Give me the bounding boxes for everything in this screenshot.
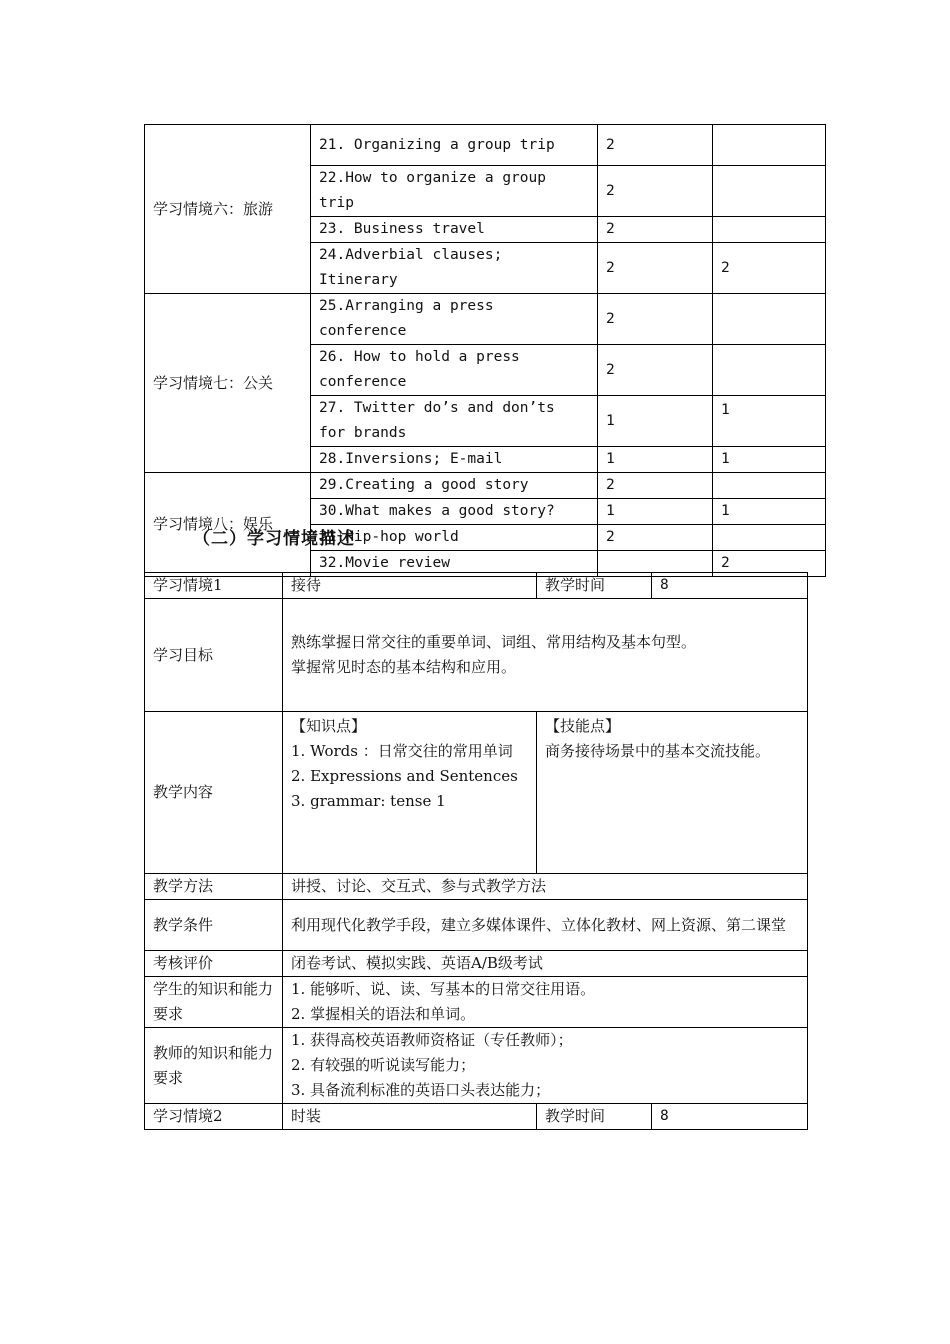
practice-hours-cell: [713, 166, 826, 217]
requirement-line: 2. 掌握相关的语法和单词。: [291, 1005, 476, 1023]
objective-text: [283, 599, 808, 712]
teacher-requirements-label: 教师的知识和能力要求: [145, 1028, 283, 1104]
requirement-line: 1. 能够听、说、读、写基本的日常交往用语。: [291, 980, 596, 998]
practice-hours-cell: [713, 473, 826, 499]
situation-value: 时装: [283, 1104, 537, 1130]
topic-cell: 26. How to hold a press conference: [311, 345, 598, 396]
assessment-label: 考核评价: [145, 951, 283, 977]
table-row: [145, 1028, 808, 1104]
topic-cell: 28.Inversions; E-mail: [311, 447, 598, 473]
theory-hours-cell: 2: [598, 525, 713, 551]
theory-hours-cell: 2: [598, 243, 713, 294]
skill-points-title: 【技能点】: [545, 717, 621, 735]
table-row: [145, 900, 808, 951]
knowledge-points-title: 【知识点】: [291, 717, 367, 735]
theory-hours-cell: 2: [598, 294, 713, 345]
situation-value: 接待: [283, 573, 537, 599]
method-value: 讲授、讨论、交互式、参与式教学方法: [283, 874, 808, 900]
theory-hours-cell: 2: [598, 473, 713, 499]
assessment-value: 闭卷考试、模拟实践、英语A/B级考试: [283, 951, 808, 977]
theory-hours-cell: 1: [598, 396, 713, 447]
table-row: [145, 1104, 808, 1130]
teaching-time-label: 教学时间: [537, 573, 652, 599]
practice-hours-cell: 1: [713, 447, 826, 473]
topic-cell: 29.Creating a good story: [311, 473, 598, 499]
table-row: [145, 125, 826, 166]
practice-hours-cell: [713, 125, 826, 166]
table-row: [145, 712, 808, 874]
table-row: [145, 874, 808, 900]
table-row: [145, 294, 826, 345]
theory-hours-cell: 1: [598, 447, 713, 473]
skill-point: 商务接待场景中的基本交流技能。: [545, 742, 771, 760]
theory-hours-cell: 2: [598, 166, 713, 217]
practice-hours-cell: 1: [713, 499, 826, 525]
topic-cell: 22.How to organize a group trip: [311, 166, 598, 217]
teacher-requirements-value: [283, 1028, 808, 1104]
practice-hours-cell: [713, 525, 826, 551]
situation-cell: 学习情境六：旅游: [145, 125, 311, 294]
table-row: [145, 573, 808, 599]
practice-hours-cell: 2: [713, 551, 826, 577]
topic-cell: 25.Arranging a press conference: [311, 294, 598, 345]
topic-cell: 30.What makes a good story?: [311, 499, 598, 525]
practice-hours-cell: 1: [713, 396, 826, 447]
teaching-time-value: 8: [652, 573, 808, 599]
student-requirements-value: [283, 977, 808, 1028]
teaching-time-label: 教学时间: [537, 1104, 652, 1130]
schedule-table: [144, 124, 826, 577]
objective-label: 学习目标: [145, 599, 283, 712]
knowledge-points-cell: [283, 712, 537, 874]
content-label: 教学内容: [145, 712, 283, 874]
practice-hours-cell: [713, 294, 826, 345]
table-row: [145, 951, 808, 977]
situation-label: 学习情境2: [145, 1104, 283, 1130]
topic-cell: 32.Movie review: [311, 551, 598, 577]
table-row: [145, 599, 808, 712]
requirement-line: 1. 获得高校英语教师资格证（专任教师）；: [291, 1031, 573, 1049]
theory-hours-cell: 2: [598, 125, 713, 166]
student-requirements-label: 学生的知识和能力要求: [145, 977, 283, 1028]
practice-hours-cell: [713, 217, 826, 243]
method-label: 教学方法: [145, 874, 283, 900]
conditions-label: 教学条件: [145, 900, 283, 951]
table-row: [145, 473, 826, 499]
situation-cell: 学习情境八：娱乐: [145, 473, 311, 577]
practice-hours-cell: [713, 345, 826, 396]
teaching-time-value: 8: [652, 1104, 808, 1130]
requirement-line: 3. 具备流利标准的英语口头表达能力；: [291, 1081, 551, 1099]
topic-cell: 23. Business travel: [311, 217, 598, 243]
situation-label: 学习情境1: [145, 573, 283, 599]
theory-hours-cell: 1: [598, 499, 713, 525]
theory-hours-cell: 2: [598, 345, 713, 396]
topic-cell: 27. Twitter do’s and don’ts for brands: [311, 396, 598, 447]
theory-hours-cell: 2: [598, 217, 713, 243]
practice-hours-cell: 2: [713, 243, 826, 294]
topic-cell: 21. Organizing a group trip: [311, 125, 598, 166]
objective-line: 掌握常见时态的基本结构和应用。: [291, 658, 517, 676]
section-heading: （二）学习情境描述: [193, 529, 355, 549]
objective-line: 熟练掌握日常交往的重要单词、词组、常用结构及基本句型。: [291, 633, 697, 651]
situation-description-table: [144, 572, 808, 1130]
requirement-line: 2. 有较强的听说读写能力；: [291, 1056, 476, 1074]
knowledge-point: 1. Words ：日常交往的常用单词: [291, 742, 513, 760]
conditions-value: 利用现代化教学手段，建立多媒体课件、立体化教材、网上资源、第二课堂: [283, 900, 808, 951]
table-row: [145, 977, 808, 1028]
topic-cell: 24.Adverbial clauses; Itinerary: [311, 243, 598, 294]
topic-cell: 31.Hip-hop world: [311, 525, 598, 551]
situation-cell: 学习情境七：公关: [145, 294, 311, 473]
knowledge-point: 2. Expressions and Sentences: [291, 767, 518, 785]
skill-points-cell: [537, 712, 808, 874]
knowledge-point: 3. grammar: tense 1: [291, 792, 446, 810]
